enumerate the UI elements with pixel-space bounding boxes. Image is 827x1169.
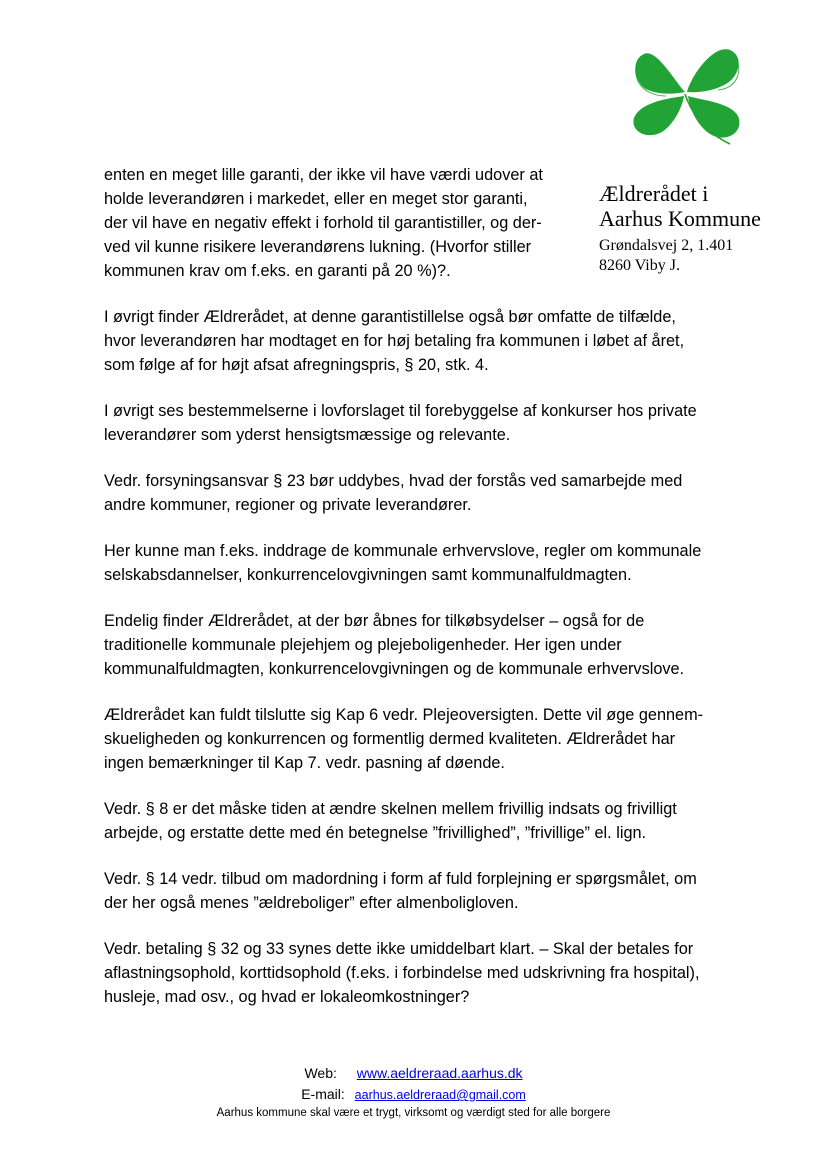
email-link[interactable]: aarhus.aeldreraad@gmail.com [354,1088,526,1102]
text-line: Vedr. forsyningsansvar § 23 bør uddybes, hvad der forstås ved samarbejde med [104,472,683,490]
text-line: Endelig finder Ældrerådet, at der bør åbnes for tilkøbsydelser – også for de [104,612,645,630]
paragraph-10 [104,937,768,1009]
text-line: hvor leverandøren har modtaget en for høj betaling fra kommunen i løbet af året, [104,332,685,350]
email-label: E-mail: [301,1086,345,1102]
paragraph-9 [104,867,768,915]
text-line: skueligheden og konkurrencen og formentlig dermed kvaliteten. Ældrerådet har [104,730,676,748]
text-line: aflastningsophold, korttidsophold (f.eks. i forbindelse med udskrivning fra hospital), [104,964,700,982]
text-line: Vedr. § 8 er det måske tiden at ændre skelnen mellem frivillig indsats og frivilligt [104,800,677,818]
text-line: ved vil kunne risikere leverandørens lukning. (Hvorfor stiller [104,238,532,256]
paragraph-7 [104,703,768,775]
text-line: kommunen krav om f.eks. en garanti på 20 %)?. [104,262,451,280]
address-street: Grøndalsvej 2, 1.401 [599,237,734,254]
text-line: enten en meget lille garanti, der ikke vil have værdi udover at [104,166,543,184]
address-city: 8260 Viby J. [599,257,680,274]
text-line: som følge af for højt afsat afregningspris, § 20, stk. 4. [104,356,489,374]
footer-web-row [0,1063,827,1084]
footer [0,1063,827,1121]
website-link[interactable]: www.aeldreraad.aarhus.dk [356,1065,523,1081]
text-line: leverandører som yderst hensigtsmæssige og relevante. [104,426,511,444]
footer-email-row [0,1084,827,1105]
text-line: andre kommuner, regioner og private leverandører. [104,496,472,514]
text-line: selskabsdannelser, konkurrencelovgivningen samt kommunalfuldmagten. [104,566,632,584]
paragraph-3 [104,399,768,447]
text-line: ingen bemærkninger til Kap 7. vedr. pasning af døende. [104,754,505,772]
text-line: traditionelle kommunale plejehjem og plejeboligenheder. Her igen under [104,636,622,654]
text-line: Ældrerådet kan fuldt tilslutte sig Kap 6 vedr. Plejeoversigten. Dette vil øge gennem- [104,706,704,724]
web-label: Web: [304,1065,337,1081]
clover-logo-icon [626,40,746,148]
paragraph-6 [104,609,768,681]
paragraph-1 [104,163,594,283]
organization-name-line1: Ældrerådet i [599,181,709,206]
paragraph-2 [104,305,768,377]
document-body [104,163,768,1031]
footer-slogan: Aarhus kommune skal være et trygt, virksomt og værdigt sted for alle borgere [216,1107,611,1119]
text-line: kommunalfuldmagten, konkurrencelovgivningen og de kommunale erhvervslove. [104,660,685,678]
text-line: I øvrigt ses bestemmelserne i lovforslaget til forebyggelse af konkurser hos private [104,402,697,420]
text-line: Vedr. § 14 vedr. tilbud om madordning i form af fuld forplejning er spørgsmålet, om [104,870,697,888]
paragraph-4 [104,469,768,517]
text-line: husleje, mad osv., og hvad er lokaleomkostninger? [104,988,470,1006]
text-line: Vedr. betaling § 32 og 33 synes dette ikke umiddelbart klart. – Skal der betales for [104,940,694,958]
organization-name-line2: Aarhus Kommune [599,206,761,231]
text-line: I øvrigt finder Ældrerådet, at denne garantistillelse også bør omfatte de tilfælde, [104,308,676,326]
text-line: Her kunne man f.eks. inddrage de kommunale erhvervslove, regler om kommunale [104,542,702,560]
text-line: arbejde, og erstatte dette med én betegnelse ”frivillighed”, ”frivillige” el. lign. [104,824,647,842]
paragraph-8 [104,797,768,845]
paragraph-5 [104,539,768,587]
text-line: holde leverandøren i markedet, eller en meget stor garanti, [104,190,528,208]
text-line: der vil have en negativ effekt i forhold til garantistiller, og der- [104,214,542,232]
text-line: der her også menes ”ældreboliger” efter almenboligloven. [104,894,519,912]
